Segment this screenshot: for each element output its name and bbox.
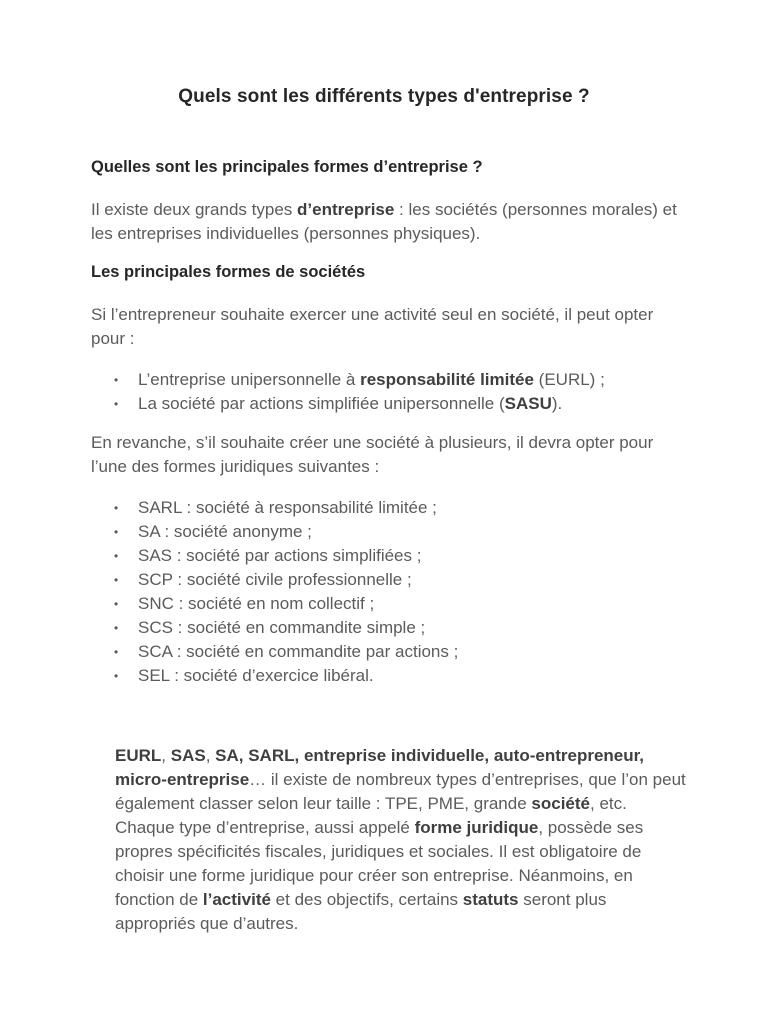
bold-run: d’entreprise	[297, 200, 395, 219]
list-item: • L’entreprise unipersonnelle à responsabilité limitée (EURL) ;	[91, 368, 605, 392]
paragraph-multi-intro: En revanche, s’il souhaite créer une société à plusieurs, il devra opter pour l’une des formes juridiques suivantes :	[91, 433, 654, 476]
bullet-icon: •	[114, 501, 119, 515]
section-heading-societes: Les principales formes de sociétés	[91, 263, 366, 281]
list-item: • SEL : société d’exercice libéral.	[91, 664, 458, 688]
bullet-icon: •	[114, 397, 119, 411]
bullet-icon: •	[114, 621, 119, 635]
list-item: • SNC : société en nom collectif ;	[91, 592, 458, 616]
list-item: • SCP : société civile professionnelle ;	[91, 568, 458, 592]
list-item: • SAS : société par actions simplifiées ;	[91, 544, 458, 568]
text-run: Il existe deux grands types	[91, 200, 298, 219]
text-run: : les sociétés (personnes morales) et les entreprises individuelles (personnes physiques).	[91, 200, 677, 243]
list-item: • SCS : société en commandite simple ;	[91, 616, 458, 640]
paragraph-types	[91, 198, 691, 246]
bullet-icon: •	[114, 669, 119, 683]
bullet-icon: •	[114, 597, 119, 611]
multi-forms-list	[91, 496, 458, 688]
summary-paragraph: EURL, SAS, SA, SARL, entreprise individuelle, auto-entrepreneur, micro-entreprise… il existe de nombreux types d’entreprises, que l’on peut également classer selon leur taille : TPE, PME, grande société, etc. Chaque type d’entreprise, aussi appelé forme juridique, possède ses propres spécificités fiscales, juridiques et sociales. Il est obligatoire de choisir une forme juridique pour créer son entreprise. Néanmoins, en fonction de l’activité et des objectifs, certains statuts seront plus appropriés que d’autres.	[115, 746, 686, 933]
list-item: • SARL : société à responsabilité limitée ;	[91, 496, 458, 520]
solo-forms-list	[91, 368, 605, 416]
list-item: • SA : société anonyme ;	[91, 520, 458, 544]
list-item: • SCA : société en commandite par actions ;	[91, 640, 458, 664]
section-heading-forms: Quelles sont les principales formes d’entreprise ?	[91, 158, 483, 176]
paragraph-solo-intro: Si l’entrepreneur souhaite exercer une activité seul en société, il peut opter pour :	[91, 305, 654, 348]
bullet-icon: •	[114, 549, 119, 563]
page-title: Quels sont les différents types d'entreprise ?	[178, 86, 590, 107]
bullet-icon: •	[114, 645, 119, 659]
list-item: • La société par actions simplifiée unipersonnelle (SASU).	[91, 392, 605, 416]
bullet-icon: •	[114, 573, 119, 587]
bullet-icon: •	[114, 525, 119, 539]
bullet-icon: •	[114, 373, 119, 387]
